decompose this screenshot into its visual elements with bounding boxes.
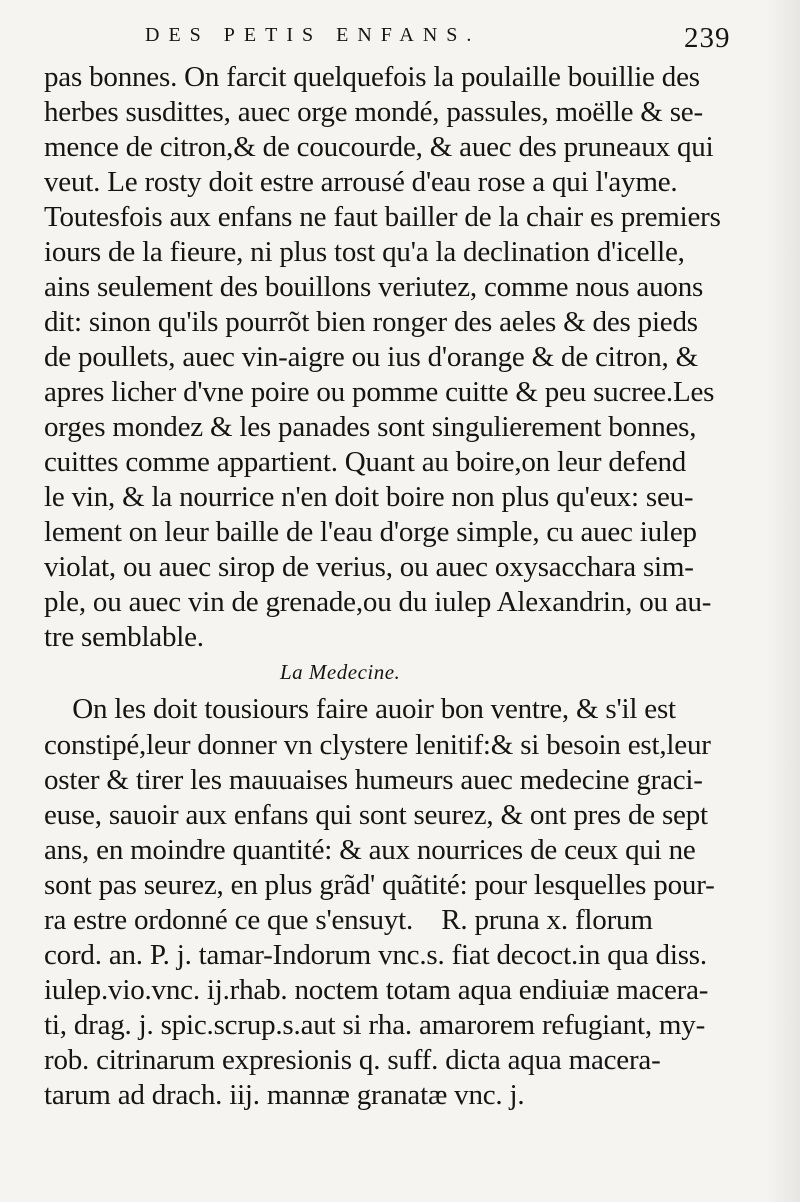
section-heading: La Medecine. (280, 660, 401, 684)
text-line: constipé,leur donner vn clystere lenitif:& si besoin est,leur (44, 729, 711, 761)
text-line: iulep.vio.vnc. ij.rhab. noctem totam aqua endiuiæ macera- (44, 974, 709, 1006)
text-line: ra estre ordonné ce que s'ensuyt. R. pruna x. florum (44, 904, 653, 936)
text-line: lement on leur baille de l'eau d'orge simple, cu auec iulep (44, 516, 697, 548)
page-edge-shadow (766, 0, 800, 1202)
text-line: On les doit tousiours faire auoir bon ventre, & s'il est (44, 693, 676, 725)
running-header: DES PETIS ENFANS. (145, 24, 481, 46)
text-line: Toutesfois aux enfans ne faut bailler de la chair es premiers (44, 201, 721, 233)
text-line: de poullets, auec vin-aigre ou ius d'orange & de citron, & (44, 341, 698, 373)
text-line: orges mondez & les panades sont singulierement bonnes, (44, 411, 697, 443)
page-number: 239 (684, 22, 731, 54)
text-line: rob. citrinarum expresionis q. suff. dicta aqua macera- (44, 1044, 661, 1076)
text-line: dit: sinon qu'ils pourrõt bien ronger des aeles & des pieds (44, 306, 698, 338)
text-line: le vin, & la nourrice n'en doit boire non plus qu'eux: seu- (44, 481, 694, 513)
text-line: sont pas seurez, en plus grãd' quãtité: pour lesquelles pour- (44, 869, 715, 901)
text-line: herbes susdittes, auec orge mondé, passules, moëlle & se- (44, 96, 703, 128)
text-line: oster & tirer les mauuaises humeurs auec medecine graci- (44, 764, 703, 796)
text-line: ti, drag. j. spic.scrup.s.aut si rha. amarorem refugiant, my- (44, 1009, 706, 1041)
text-line: ains seulement des bouillons veriutez, comme nous auons (44, 271, 704, 303)
text-line: iours de la fieure, ni plus tost qu'a la declination d'icelle, (44, 236, 685, 268)
text-line: apres licher d'vne poire ou pomme cuitte & peu sucree.Les (44, 376, 715, 408)
text-line: ple, ou auec vin de grenade,ou du iulep Alexandrin, ou au- (44, 586, 712, 618)
text-line: ans, en moindre quantité: & aux nourrices de ceux qui ne (44, 834, 696, 866)
text-line: cuittes comme appartient. Quant au boire,on leur defend (44, 446, 687, 478)
text-line: tarum ad drach. iij. mannæ granatæ vnc. j. (44, 1079, 525, 1111)
text-line: veut. Le rosty doit estre arrousé d'eau rose a qui l'ayme. (44, 166, 678, 198)
text-line: mence de citron,& de coucourde, & auec des pruneaux qui (44, 131, 714, 163)
text-line: tre semblable. (44, 621, 204, 653)
text-line: cord. an. P. j. tamar-Indorum vnc.s. fiat decoct.in qua diss. (44, 939, 707, 971)
text-line: pas bonnes. On farcit quelquefois la poulaille bouillie des (44, 61, 700, 93)
text-line: euse, sauoir aux enfans qui sont seurez, & ont pres de sept (44, 799, 708, 831)
text-line: violat, ou auec sirop de verius, ou auec oxysacchara sim- (44, 551, 694, 583)
